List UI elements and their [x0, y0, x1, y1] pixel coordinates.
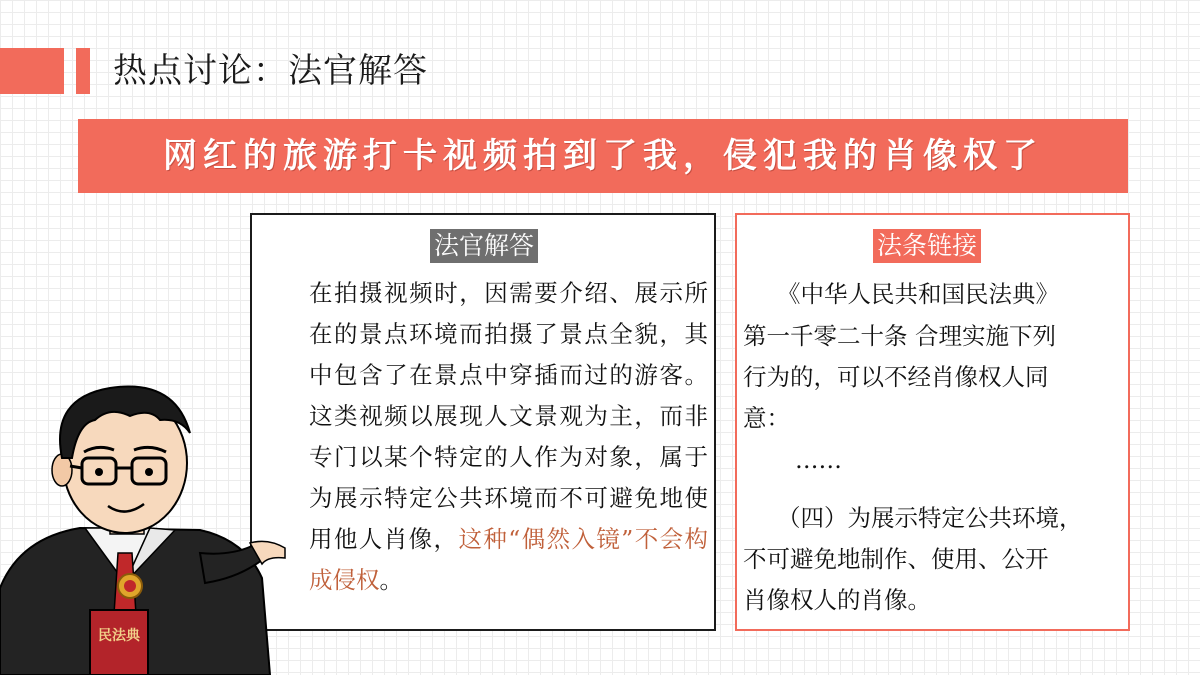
book-label: 民法典: [98, 628, 140, 644]
topic-banner-text: 网红的旅游打卡视频拍到了我，侵犯我的肖像权了: [163, 136, 1043, 176]
judge-answer-body: [262, 273, 708, 601]
judge-answer-panel: [250, 213, 716, 631]
law-clause-line-2: 不可避免地制作、使用、公开: [743, 545, 1049, 573]
judge-answer-ending: 。: [379, 566, 403, 594]
law-link-tag: 法条链接: [873, 229, 981, 263]
judge-answer-text: 在拍摄视频时，因需要介绍、展示所在的景点环境而拍摄了景点全貌，其中包含了在景点中穿插而过的游客。这类视频以展现人文景观为主，而非专门以某个特定的人作为对象，属于为展示特定公共环境而不可避免地使用他人肖像，: [309, 279, 708, 553]
header-accent-bar: [0, 48, 64, 94]
law-article-line-2: 行为的，可以不经肖像权人同: [743, 363, 1049, 391]
judge-answer-paragraph: [262, 273, 708, 601]
law-link-panel: [735, 213, 1130, 631]
law-clause-line-1: （四）为展示特定公共环境，: [777, 504, 1083, 532]
page-title: 热点讨论：法官解答: [113, 51, 428, 91]
judge-answer-tag: 法官解答: [430, 229, 538, 263]
topic-banner: [78, 119, 1128, 193]
judge-answer-highlight: 这种“偶然入镜”不会构成侵权: [309, 525, 709, 594]
law-article-line-3: 意：: [743, 404, 790, 432]
law-ellipsis: ……: [795, 446, 842, 474]
law-book-title: 《中华人民共和国民法典》: [777, 280, 1059, 308]
law-clause-line-3: 肖像权人的肖像。: [743, 586, 931, 614]
judge-cartoon-figure: [0, 378, 290, 675]
header-accent-bar-small: [76, 48, 90, 94]
law-article-line-1: 第一千零二十条 合理实施下列: [743, 322, 1056, 350]
